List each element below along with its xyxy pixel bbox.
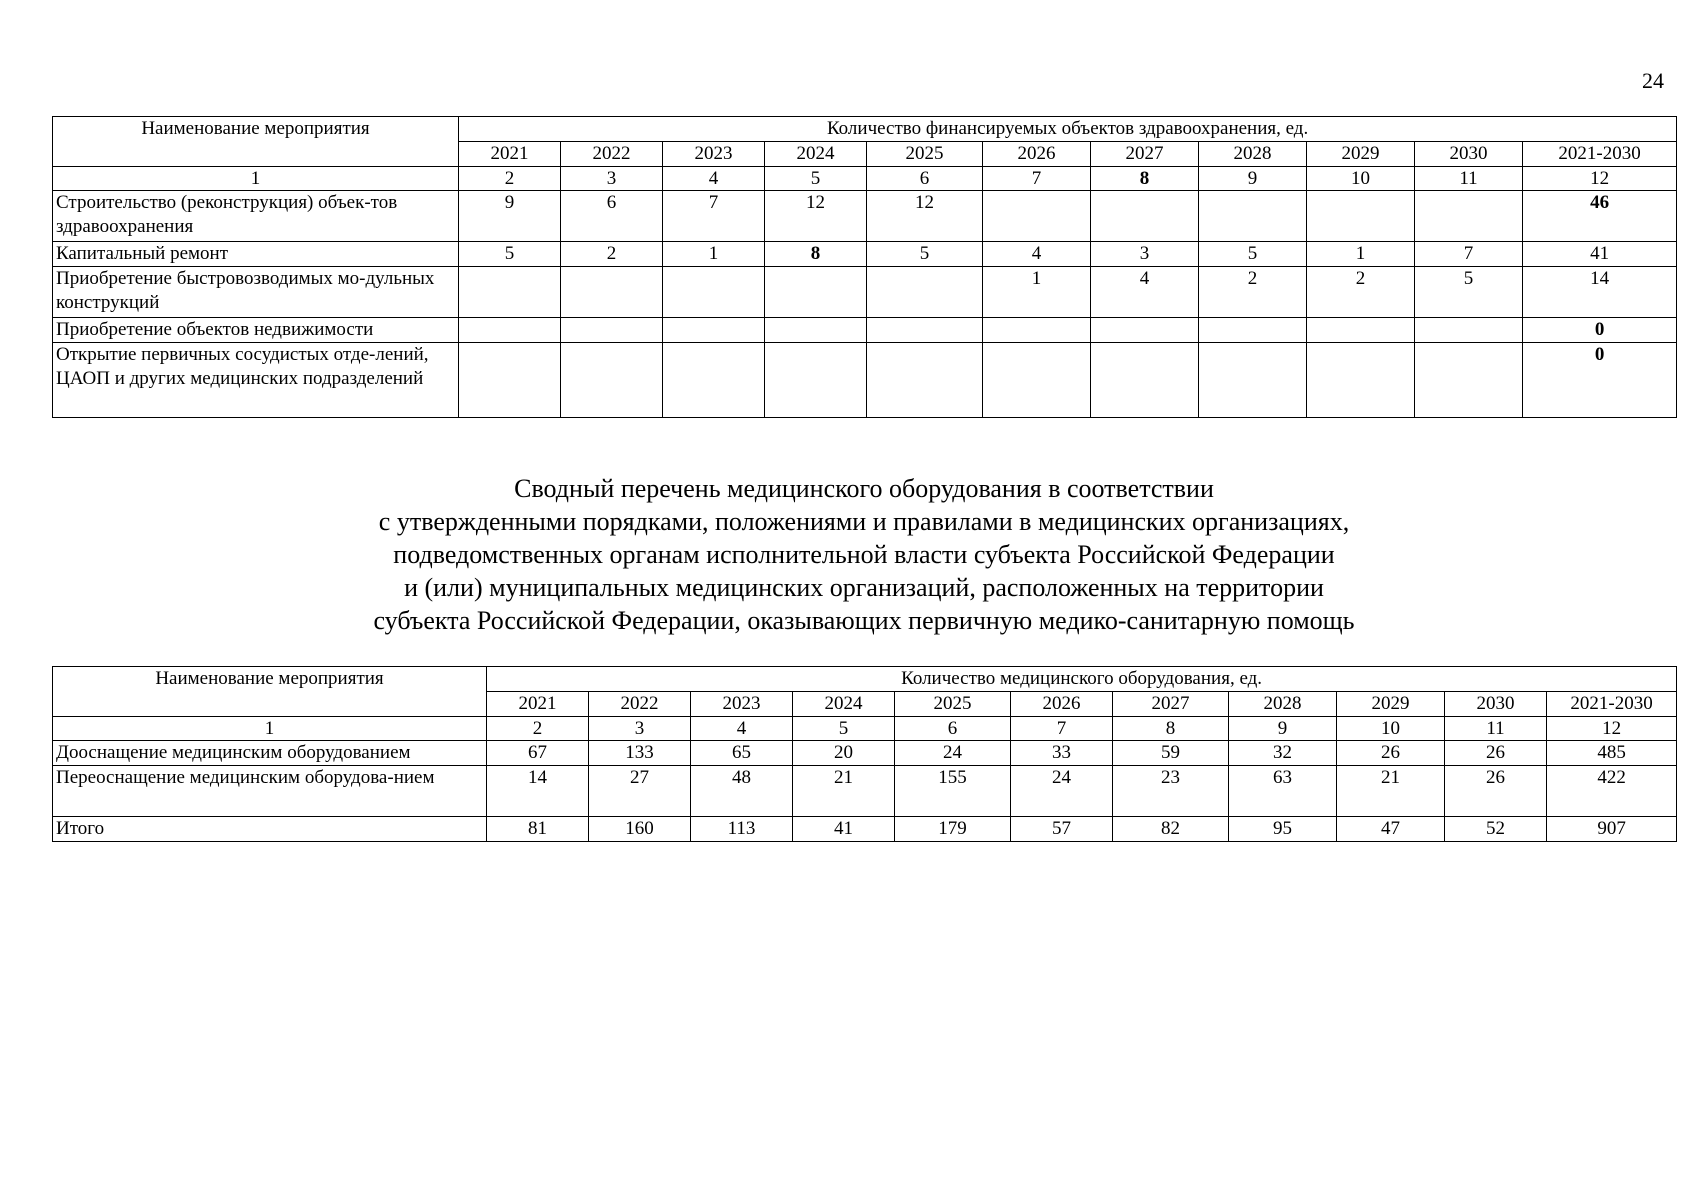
- table-cell: 113: [691, 817, 793, 842]
- table-cell: [1091, 318, 1199, 343]
- column-number: 4: [663, 166, 765, 191]
- year-header: 2030: [1415, 141, 1523, 166]
- year-header: 2023: [663, 141, 765, 166]
- table-cell: [1307, 342, 1415, 417]
- table-cell: 133: [589, 741, 691, 766]
- table-cell: 0: [1523, 318, 1677, 343]
- table-row: [53, 267, 1677, 318]
- financed-objects-table: [52, 116, 1677, 418]
- table-cell: 20: [793, 741, 895, 766]
- column-number-row: [53, 166, 1677, 191]
- table-cell: 8: [765, 242, 867, 267]
- table-row: [53, 191, 1677, 242]
- table-cell: [867, 342, 983, 417]
- table-cell: 6: [561, 191, 663, 242]
- table-cell: 32: [1229, 741, 1337, 766]
- header-row: [53, 667, 1677, 692]
- table-cell: 41: [793, 817, 895, 842]
- year-header: 2022: [561, 141, 663, 166]
- table-cell: [561, 267, 663, 318]
- table-cell: 907: [1547, 817, 1677, 842]
- column-number: 8: [1113, 716, 1229, 741]
- table-cell: [1415, 191, 1523, 242]
- row-name: Приобретение объектов недвижимости: [53, 318, 459, 343]
- year-header: 2024: [793, 691, 895, 716]
- table-cell: 41: [1523, 242, 1677, 267]
- table-cell: 81: [487, 817, 589, 842]
- column-number: 12: [1523, 166, 1677, 191]
- table-row: [53, 766, 1677, 817]
- table-row: [53, 741, 1677, 766]
- year-header: 2029: [1337, 691, 1445, 716]
- section-title-line: субъекта Российской Федерации, оказывающих первичную медико-санитарную помощь: [373, 606, 1355, 635]
- table-cell: 9: [459, 191, 561, 242]
- year-header: 2024: [765, 141, 867, 166]
- year-header: 2021-2030: [1523, 141, 1677, 166]
- table-cell: [1415, 318, 1523, 343]
- table-cell: [1307, 191, 1415, 242]
- year-header: 2028: [1199, 141, 1307, 166]
- column-number: 11: [1415, 166, 1523, 191]
- row-name: Дооснащение медицинским оборудованием: [53, 741, 487, 766]
- table-cell: 67: [487, 741, 589, 766]
- table-cell: 65: [691, 741, 793, 766]
- table-cell: 2: [561, 242, 663, 267]
- column-number-row: [53, 716, 1677, 741]
- table-cell: [663, 318, 765, 343]
- table-cell: [663, 267, 765, 318]
- year-header: 2030: [1445, 691, 1547, 716]
- table-cell: 57: [1011, 817, 1113, 842]
- table-cell: 26: [1337, 741, 1445, 766]
- table-cell: 47: [1337, 817, 1445, 842]
- column-number: 12: [1547, 716, 1677, 741]
- column-number: 1: [53, 716, 487, 741]
- table-cell: 21: [1337, 766, 1445, 817]
- table-cell: 160: [589, 817, 691, 842]
- header-row: [53, 117, 1677, 142]
- table-cell: 14: [487, 766, 589, 817]
- table-cell: 7: [663, 191, 765, 242]
- table-cell: 155: [895, 766, 1011, 817]
- column-number: 9: [1229, 716, 1337, 741]
- table-cell: 2: [1199, 267, 1307, 318]
- year-header: 2025: [867, 141, 983, 166]
- table-cell: [765, 342, 867, 417]
- table-cell: 27: [589, 766, 691, 817]
- table-cell: 26: [1445, 766, 1547, 817]
- table-cell: 0: [1523, 342, 1677, 417]
- table-cell: [1091, 191, 1199, 242]
- table-row: [53, 342, 1677, 417]
- table-cell: 485: [1547, 741, 1677, 766]
- table-cell: [867, 318, 983, 343]
- table-cell: 59: [1113, 741, 1229, 766]
- row-name: Капитальный ремонт: [53, 242, 459, 267]
- table-cell: [663, 342, 765, 417]
- column-number: 9: [1199, 166, 1307, 191]
- year-header: 2022: [589, 691, 691, 716]
- table-cell: [1091, 342, 1199, 417]
- column-number: 3: [561, 166, 663, 191]
- year-header: 2021: [459, 141, 561, 166]
- table-cell: 48: [691, 766, 793, 817]
- table-cell: [983, 318, 1091, 343]
- column-number: 8: [1091, 166, 1199, 191]
- table-cell: 24: [895, 741, 1011, 766]
- column-number: 11: [1445, 716, 1547, 741]
- section-title-line: Сводный перечень медицинского оборудования в соответствии: [514, 474, 1214, 503]
- year-header: 2021-2030: [1547, 691, 1677, 716]
- year-header: 2028: [1229, 691, 1337, 716]
- column-number: 7: [1011, 716, 1113, 741]
- table-cell: 5: [867, 242, 983, 267]
- table-cell: 95: [1229, 817, 1337, 842]
- table-cell: 5: [459, 242, 561, 267]
- table-cell: 46: [1523, 191, 1677, 242]
- row-name: Приобретение быстровозводимых мо-дульных конструкций: [53, 267, 459, 318]
- table-cell: [983, 342, 1091, 417]
- table-cell: [1199, 318, 1307, 343]
- column-number: 5: [765, 166, 867, 191]
- column-number: 10: [1337, 716, 1445, 741]
- section-title-line: с утвержденными порядками, положениями и правилами в медицинских организациях,: [378, 507, 1350, 536]
- table-cell: 2: [1307, 267, 1415, 318]
- table-cell: [1199, 342, 1307, 417]
- page-number: 24: [1642, 68, 1664, 93]
- table-cell: [1199, 191, 1307, 242]
- table-cell: 1: [1307, 242, 1415, 267]
- year-header: 2025: [895, 691, 1011, 716]
- table-cell: 26: [1445, 741, 1547, 766]
- table-cell: 5: [1199, 242, 1307, 267]
- year-header: 2023: [691, 691, 793, 716]
- section-title-line: и (или) муниципальных медицинских организаций, расположенных на территории: [404, 573, 1324, 602]
- table-cell: [867, 267, 983, 318]
- table-cell: [765, 267, 867, 318]
- row-name: Строительство (реконструкция) объек-тов здравоохранения: [53, 191, 459, 242]
- column-number: 1: [53, 166, 459, 191]
- column-number: 6: [867, 166, 983, 191]
- table-cell: 179: [895, 817, 1011, 842]
- table-cell: [983, 191, 1091, 242]
- table-cell: 4: [983, 242, 1091, 267]
- column-number: 2: [487, 716, 589, 741]
- section-title: [52, 472, 1676, 637]
- column-number: 2: [459, 166, 561, 191]
- column-header-group: Количество медицинского оборудования, ед.: [487, 667, 1677, 692]
- column-number: 5: [793, 716, 895, 741]
- table-row: [53, 242, 1677, 267]
- column-header-group: Количество финансируемых объектов здравоохранения, ед.: [459, 117, 1677, 142]
- table-cell: [459, 342, 561, 417]
- column-number: 3: [589, 716, 691, 741]
- year-header: 2027: [1113, 691, 1229, 716]
- table-cell: 5: [1415, 267, 1523, 318]
- year-header: 2021: [487, 691, 589, 716]
- table-cell: [459, 267, 561, 318]
- table-row: [53, 318, 1677, 343]
- table-cell: 24: [1011, 766, 1113, 817]
- table-cell: 7: [1415, 242, 1523, 267]
- table-cell: 52: [1445, 817, 1547, 842]
- table-cell: 14: [1523, 267, 1677, 318]
- column-number: 7: [983, 166, 1091, 191]
- table-cell: [561, 318, 663, 343]
- year-header: 2027: [1091, 141, 1199, 166]
- table-row: [53, 817, 1677, 842]
- table-cell: [1307, 318, 1415, 343]
- table-cell: 82: [1113, 817, 1229, 842]
- table-cell: 63: [1229, 766, 1337, 817]
- table-cell: 3: [1091, 242, 1199, 267]
- table-cell: 21: [793, 766, 895, 817]
- table-cell: [1415, 342, 1523, 417]
- year-header: 2026: [1011, 691, 1113, 716]
- column-header-name: Наименование мероприятия: [53, 117, 459, 167]
- column-header-name: Наименование мероприятия: [53, 667, 487, 717]
- table-cell: 12: [867, 191, 983, 242]
- medical-equipment-table: [52, 666, 1677, 842]
- year-header: 2029: [1307, 141, 1415, 166]
- row-name: Открытие первичных сосудистых отде-лений, ЦАОП и других медицинских подразделений: [53, 342, 459, 417]
- table-cell: 4: [1091, 267, 1199, 318]
- table-cell: 23: [1113, 766, 1229, 817]
- column-number: 10: [1307, 166, 1415, 191]
- year-header: 2026: [983, 141, 1091, 166]
- table-cell: 33: [1011, 741, 1113, 766]
- table-cell: 422: [1547, 766, 1677, 817]
- table-cell: 12: [765, 191, 867, 242]
- row-name: Переоснащение медицинским оборудова-нием: [53, 766, 487, 817]
- section-title-line: подведомственных органам исполнительной власти субъекта Российской Федерации: [393, 540, 1335, 569]
- table-cell: 1: [983, 267, 1091, 318]
- column-number: 6: [895, 716, 1011, 741]
- row-name: Итого: [53, 817, 487, 842]
- table-cell: [459, 318, 561, 343]
- table-cell: [765, 318, 867, 343]
- column-number: 4: [691, 716, 793, 741]
- table-cell: 1: [663, 242, 765, 267]
- table-cell: [561, 342, 663, 417]
